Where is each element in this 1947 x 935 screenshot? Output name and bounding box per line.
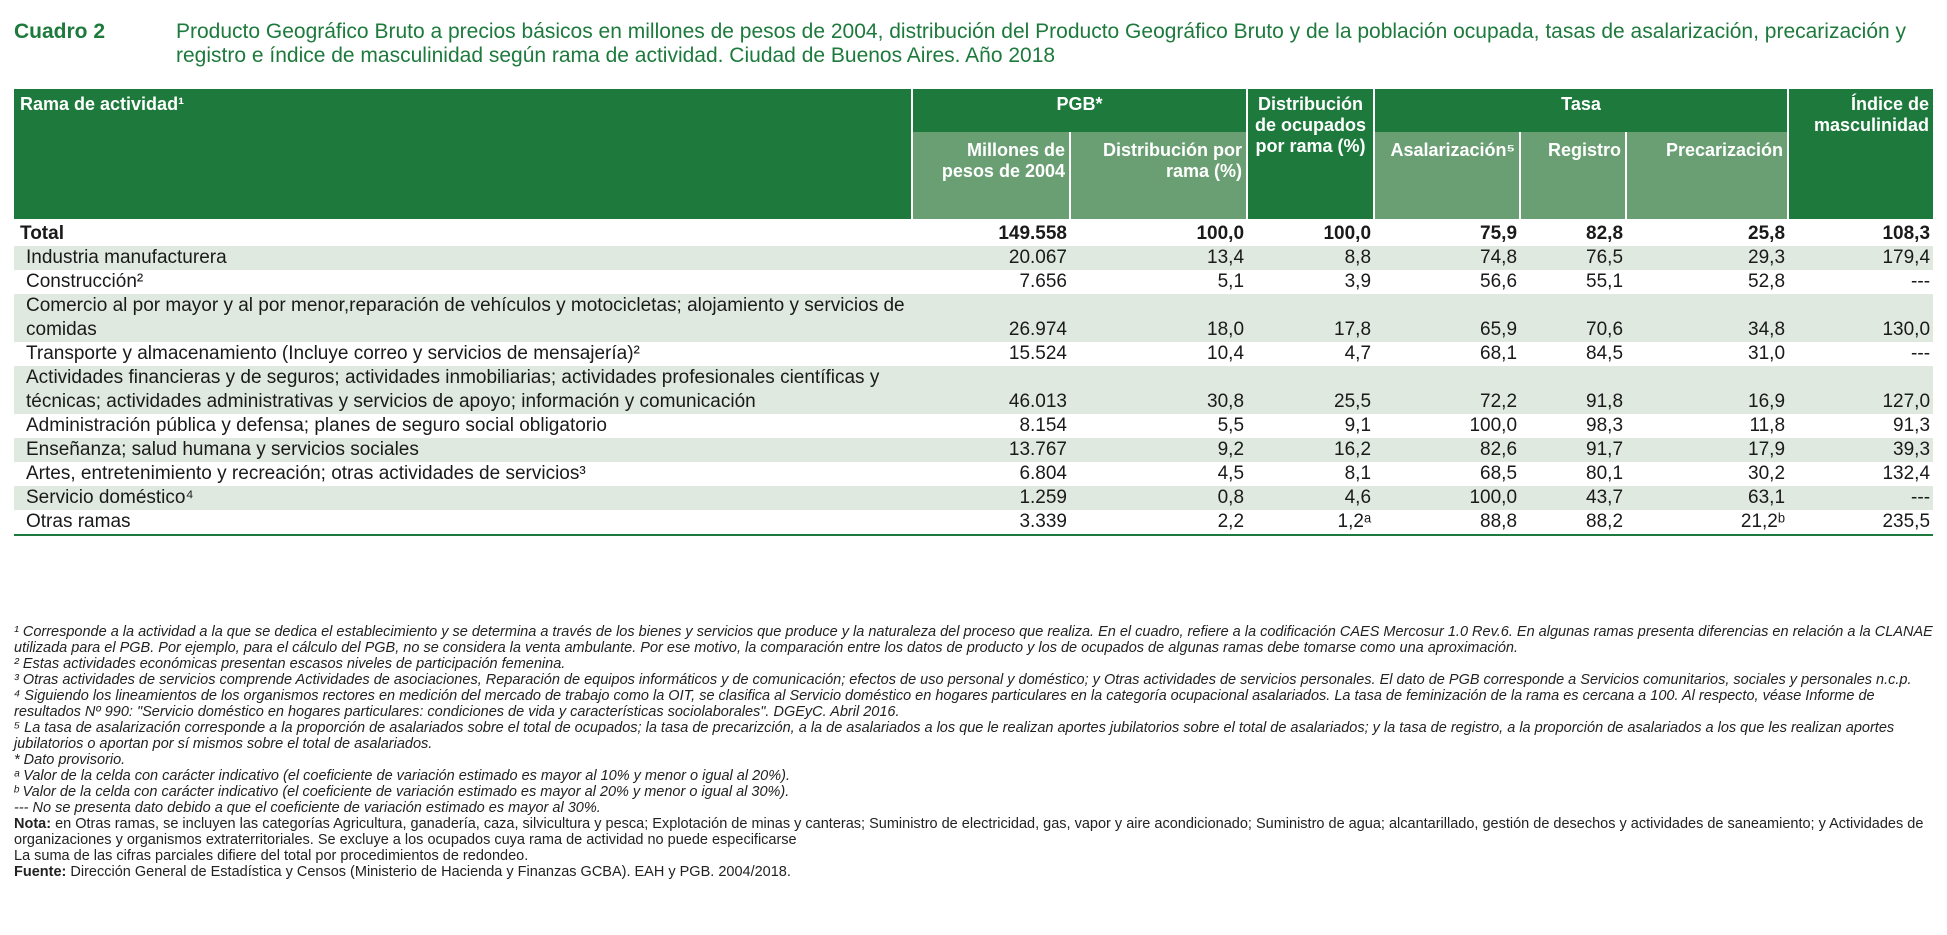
table-cell: 16,2 bbox=[1247, 438, 1374, 462]
footnote-1: ¹ Corresponde a la actividad a la que se dedica el establecimiento y se determina a través de los bienes y servicios que produce y la naturaleza del proceso que realiza. En el cuadro, refiere a la codificación CAES Mercosur 1.0 Rev.6. En algunas ramas presenta diferencias en relación a la CLANAE utilizada para el PGB. Por ejemplo, para el cálculo del PGB, no se considera la venta ambulante. Por ese motivo, la comparación entre los datos de producto y los de ocupados de algunas ramas debe tomarse como una aproximación. bbox=[14, 624, 1933, 656]
rama-label: Comercio al por mayor y al por menor,reparación de vehículos y motocicletas; alojamiento y servicios de comidas bbox=[14, 294, 912, 342]
table-row bbox=[14, 510, 1933, 535]
table-cell: 74,8 bbox=[1374, 246, 1520, 270]
table-cell: 2,2 bbox=[1070, 510, 1247, 535]
table-cell: 63,1 bbox=[1626, 486, 1788, 510]
table-cell: 18,0 bbox=[1070, 294, 1247, 342]
table-cell: 91,8 bbox=[1520, 366, 1626, 414]
total-cell: 100,0 bbox=[1323, 223, 1372, 244]
table-row bbox=[14, 270, 1933, 294]
table-cell: 13,4 bbox=[1070, 246, 1247, 270]
table-cell: 11,8 bbox=[1749, 415, 1786, 436]
table-cell: 52,8 bbox=[1748, 271, 1786, 292]
table-cell: 98,3 bbox=[1586, 415, 1624, 436]
table-cell: 55,1 bbox=[1586, 271, 1624, 292]
table-cell: 4,5 bbox=[1217, 463, 1245, 484]
table-cell: 132,4 bbox=[1882, 463, 1931, 484]
table-cell: 3,9 bbox=[1344, 271, 1372, 292]
suma-note: La suma de las cifras parciales difiere del total por procedimientos de redondeo. bbox=[14, 848, 529, 864]
table-cell: 65,9 bbox=[1374, 294, 1520, 342]
table-cell: 5,5 bbox=[1217, 415, 1245, 436]
footnote-2: ² Estas actividades económicas presentan escasos niveles de participación femenina. bbox=[14, 656, 566, 672]
fuente-label: Fuente: bbox=[14, 864, 67, 880]
footnote-provisional: * Dato provisorio. bbox=[14, 752, 126, 768]
table-cell: 127,0 bbox=[1788, 366, 1933, 414]
footnotes bbox=[14, 624, 1933, 880]
table-cell: 1.259 bbox=[912, 486, 1070, 510]
table-cell: 8,1 bbox=[1344, 463, 1372, 484]
table-cell: 82,6 bbox=[1374, 438, 1520, 462]
table-cell: 80,1 bbox=[1586, 463, 1624, 484]
col-header-tasa: Tasa bbox=[1374, 89, 1788, 132]
table-cell: 25,5 bbox=[1247, 366, 1374, 414]
footnote-4: ⁴ Siguiendo los lineamientos de los organismos rectores en medición del mercado de trabajo como la OIT, se clasifica al Servicio doméstico en hogares particulares en la categoría ocupacional asalariados. La tasa de feminización de la rama es cercana a 100. Al respecto, véase Informe de resultados Nº 990: "Servicio doméstico en hogares particulares: condiciones de vida y características sociolaborales". DGEyC. Abril 2016. bbox=[14, 688, 1875, 720]
table-row bbox=[14, 246, 1933, 270]
rama-label: Administración pública y defensa; planes de seguro social obligatorio bbox=[26, 415, 607, 436]
table-cell: 16,9 bbox=[1626, 366, 1788, 414]
table-row bbox=[14, 414, 1933, 438]
table-cell: 17,8 bbox=[1247, 294, 1374, 342]
total-cell: 25,8 bbox=[1748, 223, 1786, 244]
table-cell: 56,6 bbox=[1480, 271, 1518, 292]
table-row bbox=[14, 366, 1933, 414]
rama-label: Actividades financieras y de seguros; actividades inmobiliarias; actividades profesionales científicas y técnicas; actividades administrativas y servicios de apoyo; información y comunicación bbox=[14, 366, 912, 414]
table-cell: 7.656 bbox=[1019, 271, 1067, 292]
nota-label: Nota: bbox=[14, 816, 52, 832]
table-cell: 68,5 bbox=[1480, 463, 1518, 484]
table-cell: 4,6 bbox=[1247, 486, 1374, 510]
table-cell: 15.524 bbox=[1008, 343, 1067, 364]
table-cell: 26.974 bbox=[912, 294, 1070, 342]
table-cell: 88,2 bbox=[1520, 510, 1626, 535]
footnote-5: ⁵ La tasa de asalarización corresponde a la proporción de asalariados sobre el total de ocupados; la tasa de precarizción, a la de asalariados a los que le realizan aportes jubilatorios sobre el total de asalariados; y la tasa de registro, a la proporción de asalariados a los que les realizan aportes jubilatorios o aportan por sí mismos sobre el total de asalariados. bbox=[14, 720, 1895, 752]
nota bbox=[14, 816, 1933, 848]
footnote-a: ᵃ Valor de la celda con carácter indicativo (el coeficiente de variación estimado es mayor al 10% y menor o igual al 20%). bbox=[14, 768, 790, 784]
rama-label: Artes, entretenimiento y recreación; otras actividades de servicios³ bbox=[26, 463, 586, 484]
fuente-text: Dirección General de Estadística y Censos (Ministerio de Hacienda y Finanzas GCBA). EAH y PGB. 2004/2018. bbox=[66, 864, 791, 880]
rama-label: Enseñanza; salud humana y servicios sociales bbox=[14, 438, 912, 462]
col-header-distribucion-pgb: Distribución por rama (%) bbox=[1070, 132, 1247, 219]
table-cell: 17,9 bbox=[1626, 438, 1788, 462]
table-row bbox=[14, 438, 1933, 462]
table-cell: 10,4 bbox=[1207, 343, 1245, 364]
table-cell: 43,7 bbox=[1520, 486, 1626, 510]
table-cell: 130,0 bbox=[1788, 294, 1933, 342]
total-cell: 100,0 bbox=[1196, 223, 1245, 244]
col-header-asalarizacion: Asalarización⁵ bbox=[1374, 132, 1520, 219]
col-header-rama: Rama de actividad¹ bbox=[14, 89, 912, 219]
table-cell: 8.154 bbox=[1019, 415, 1067, 436]
rama-label: Servicio doméstico⁴ bbox=[14, 486, 912, 510]
col-header-millones: Millones de pesos de 2004 bbox=[912, 132, 1070, 219]
nota-text: en Otras ramas, se incluyen las categorías Agricultura, ganadería, caza, silvicultura y pesca; Explotación de minas y canteras; Suministro de electricidad, gas, vapor y aire acondicionado; Suministro de agua; alcantarillado, gestión de desechos y actividades de saneamiento; y Actividades de organizaciones y organismos extraterritoriales. Se excluye a los ocupados cuya rama de actividad no puede especificarse bbox=[14, 816, 1924, 848]
table-cell: 179,4 bbox=[1788, 246, 1933, 270]
table-row bbox=[14, 294, 1933, 342]
col-header-pgb: PGB* bbox=[912, 89, 1247, 132]
table-cell: 1,2ᵃ bbox=[1247, 510, 1374, 535]
table-cell: 84,5 bbox=[1586, 343, 1624, 364]
table-cell: 72,2 bbox=[1374, 366, 1520, 414]
table-cell: 31,0 bbox=[1748, 343, 1786, 364]
table-title: Producto Geográfico Bruto a precios básicos en millones de pesos de 2004, distribución del Producto Geográfico Bruto y de la población ocupada, tasas de asalarización, precarización y registro e índice de masculinidad según rama de actividad. Ciudad de Buenos Aires. Año 2018 bbox=[176, 20, 1907, 67]
table-cell: 21,2ᵇ bbox=[1626, 510, 1788, 535]
table-cell: 39,3 bbox=[1788, 438, 1933, 462]
table-cell: 9,1 bbox=[1344, 415, 1372, 436]
table-row bbox=[14, 342, 1933, 366]
rama-label: Industria manufacturera bbox=[14, 246, 912, 270]
table-cell: 9,2 bbox=[1070, 438, 1247, 462]
table-cell: 100,0 bbox=[1469, 415, 1518, 436]
table-row bbox=[14, 462, 1933, 486]
table-cell: --- bbox=[1788, 486, 1933, 510]
table-cell: 88,8 bbox=[1374, 510, 1520, 535]
total-cell: 75,9 bbox=[1480, 223, 1518, 244]
footnote-b: ᵇ Valor de la celda con carácter indicativo (el coeficiente de variación estimado es mayor al 20% y menor o igual al 30%). bbox=[14, 784, 790, 800]
col-header-masculinidad: Índice de masculinidad bbox=[1788, 89, 1933, 219]
table-cell: 0,8 bbox=[1070, 486, 1247, 510]
table-cell: 3.339 bbox=[912, 510, 1070, 535]
table-cell: 8,8 bbox=[1247, 246, 1374, 270]
total-cell: 108,3 bbox=[1882, 223, 1931, 244]
table-cell: 100,0 bbox=[1374, 486, 1520, 510]
table-cell: 91,7 bbox=[1520, 438, 1626, 462]
total-row bbox=[14, 219, 1933, 246]
table-cell: 34,8 bbox=[1626, 294, 1788, 342]
rama-label: Construcción² bbox=[26, 271, 144, 292]
footnote-3: ³ Otras actividades de servicios comprende Actividades de asociaciones, Reparación de equipos informáticos y de comunicación; efectos de uso personal y doméstico; y Otras actividades de servicios personales. El dato de PGB corresponde a Servicios comunitarios, sociales y personales n.c.p. bbox=[14, 672, 1912, 688]
col-header-precarizacion: Precarización bbox=[1626, 132, 1788, 219]
table-number: Cuadro 2 bbox=[14, 20, 106, 43]
total-label: Total bbox=[20, 223, 64, 244]
total-cell: 82,8 bbox=[1586, 223, 1624, 244]
table-cell: --- bbox=[1911, 343, 1931, 364]
data-table bbox=[14, 89, 1933, 536]
table-cell: 30,2 bbox=[1748, 463, 1786, 484]
table-cell: 29,3 bbox=[1626, 246, 1788, 270]
table-cell: 70,6 bbox=[1520, 294, 1626, 342]
table-cell: 46.013 bbox=[912, 366, 1070, 414]
table-cell: 20.067 bbox=[912, 246, 1070, 270]
col-header-distribucion-ocupados: Distribución de ocupados por rama (%) bbox=[1247, 89, 1374, 219]
table-row bbox=[14, 486, 1933, 510]
col-header-registro: Registro bbox=[1520, 132, 1626, 219]
table-cell: 235,5 bbox=[1788, 510, 1933, 535]
rama-label: Transporte y almacenamiento (Incluye correo y servicios de mensajería)² bbox=[26, 343, 640, 364]
table-cell: 6.804 bbox=[1019, 463, 1067, 484]
table-cell: 91,3 bbox=[1893, 415, 1931, 436]
table-cell: 4,7 bbox=[1344, 343, 1372, 364]
table-cell: 13.767 bbox=[912, 438, 1070, 462]
total-cell: 149.558 bbox=[998, 223, 1067, 244]
table-cell: 76,5 bbox=[1520, 246, 1626, 270]
table-cell: --- bbox=[1911, 271, 1931, 292]
table-cell: 68,1 bbox=[1480, 343, 1518, 364]
rama-label: Otras ramas bbox=[14, 510, 912, 535]
table-cell: 5,1 bbox=[1217, 271, 1245, 292]
footnote-dash: --- No se presenta dato debido a que el coeficiente de variación estimado es mayor al 30%. bbox=[14, 800, 601, 816]
fuente bbox=[14, 864, 1933, 880]
table-cell: 30,8 bbox=[1070, 366, 1247, 414]
